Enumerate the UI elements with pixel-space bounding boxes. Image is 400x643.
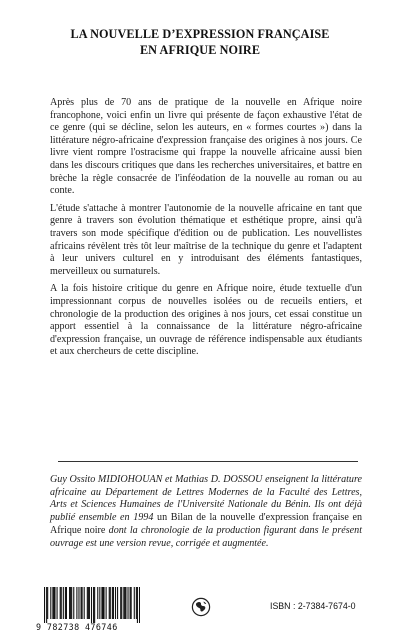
blurb-paragraph-2: L'étude s'attache à montrer l'autonomie de la nouvelle africaine en tant que genre à travers son évolution thématique et esthétique propre, ainsi qu'à travers son mode spécifique d'édition ou de publication. Les nouvellistes africains révèlent très tôt leur maîtrise de la technique du genre et l'adaptent à leur univers culturel en y introduisant des éléments fantastiques, merveilleux ou surnaturels.	[50, 202, 362, 277]
barcode-bar	[121, 587, 122, 619]
barcode-bar	[93, 587, 94, 623]
barcode-bar	[61, 587, 62, 619]
barcode-bar	[44, 587, 45, 623]
barcode-bar	[130, 587, 131, 619]
barcode-bar	[115, 587, 116, 619]
barcode-bar	[82, 587, 83, 619]
barcode-bar	[89, 587, 90, 619]
barcode-bar	[54, 587, 55, 619]
barcode-bar	[84, 587, 85, 619]
barcode-bar	[102, 587, 103, 619]
barcode-bar	[87, 587, 88, 619]
barcode-bar	[137, 587, 138, 623]
isbn: ISBN : 2-7384-7674-0	[270, 601, 356, 611]
barcode-bar	[125, 587, 126, 619]
barcode-digits: 9 782738 476746	[36, 622, 118, 632]
blurb	[50, 97, 362, 359]
authors-note-part-3: dont la chronologie de la production figurant dans le présent ouvrage est une version revue, corrigée et augmentée.	[50, 524, 362, 549]
title-line-2: EN AFRIQUE NOIRE	[139, 43, 261, 57]
barcode-bar	[60, 587, 61, 619]
barcode-bar	[69, 587, 70, 619]
barcode-bar	[50, 587, 51, 619]
barcode-bar	[101, 587, 102, 619]
barcode-bar	[123, 587, 124, 619]
barcode-bar	[81, 587, 82, 619]
divider	[58, 461, 358, 462]
barcode-bar	[78, 587, 79, 619]
barcode-bar	[57, 587, 58, 619]
barcode-bar	[109, 587, 110, 619]
barcode-bar	[99, 587, 100, 619]
barcode-bar	[117, 587, 118, 619]
barcode-bar	[91, 587, 92, 623]
barcode-bar	[63, 587, 64, 619]
blurb-paragraph-3: A la fois histoire critique du genre en Afrique noire, étude textuelle d'un impressionnant corpus de nouvelles isolées ou de recueils entiers, et chronologie de la production des origines à nos jours, cet essai constitue un apport essentiel à la connaissance de la littérature négro-africaine d'expression française, un ouvrage de référence indispensable aux étudiants et aux chercheurs de cette discipline.	[50, 283, 362, 358]
barcode-bar	[136, 587, 137, 619]
barcode-bar	[70, 587, 71, 619]
barcode-bar	[76, 587, 77, 619]
barcode-bar	[97, 587, 98, 619]
barcode-bar	[139, 587, 140, 623]
barcode-bar	[53, 587, 54, 619]
title-line-1: LA NOUVELLE D’EXPRESSION FRANÇAISE	[70, 27, 330, 41]
book-title	[0, 26, 400, 58]
barcode-icon	[44, 587, 140, 627]
barcode-bar	[127, 587, 128, 619]
barcode-bar	[73, 587, 74, 619]
authors-note-part-1: Guy Ossito MIDIOHOUAN et Mathias D. DOSSOU enseignent la littérature africaine au Département de Lettres Modernes de la Faculté des Lettres, Arts et Sciences Humaines de l'Université Nationale du Bénin. Ils ont déjà publié ensemble en 1994	[50, 474, 362, 524]
barcode-bar	[94, 587, 95, 623]
barcode-bar	[65, 587, 66, 619]
barcode-bar	[52, 587, 53, 619]
barcode-bar	[106, 587, 107, 619]
barcode-bar	[46, 587, 47, 623]
authors-note	[50, 474, 362, 550]
barcode-bar	[47, 587, 48, 619]
barcode-bar	[131, 587, 132, 619]
barcode-bar	[88, 587, 89, 619]
barcode-bar	[124, 587, 125, 619]
barcode-bar	[103, 587, 104, 619]
barcode-bar	[110, 587, 111, 619]
barcode-bar	[120, 587, 121, 619]
barcode-bar	[134, 587, 135, 619]
barcode-bar	[113, 587, 114, 619]
barcode-bar	[112, 587, 113, 619]
barcode-bar	[66, 587, 67, 619]
globe-logo-icon	[191, 597, 211, 617]
barcode-bar	[71, 587, 72, 619]
blurb-paragraph-1: Après plus de 70 ans de pratique de la nouvelle en Afrique noire francophone, voici enfin un livre qui présente de façon exhaustive l'état de ce genre (qui se décline, selon les auteurs, en « formes courtes ») dans la littérature négro-africaine d'expression française des origines à nos jours. Ce livre vient rompre l'ostracisme qui frappe la nouvelle africaine aussi bien dans les discours critiques que dans les recherches universitaires, et battre en brèche la règle consacrée de l'inféodation de la nouvelle au roman ou au conte.	[50, 97, 362, 197]
authors-note-part-2: un Bilan de la nouvelle d'expression française en Afrique noire	[50, 512, 363, 536]
